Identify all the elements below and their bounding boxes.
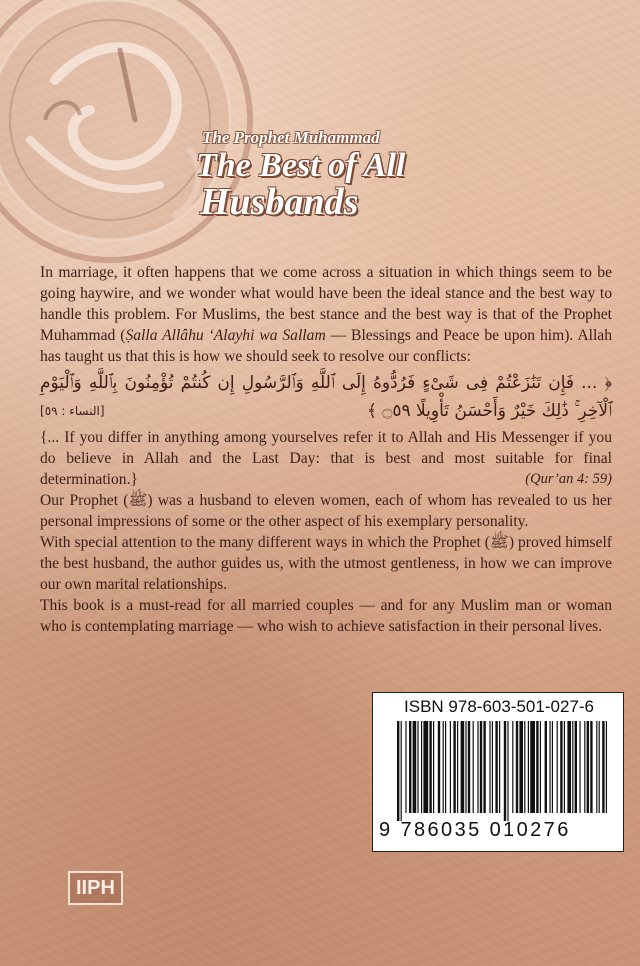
barcode-bar (461, 721, 465, 813)
isbn-barcode-box (372, 692, 624, 852)
barcode-bar (579, 721, 580, 813)
paragraph-intro (40, 262, 612, 367)
barcode-bar (499, 721, 500, 813)
arabic-verse (40, 369, 612, 425)
barcode-bar (524, 721, 525, 813)
barcode-bar (545, 721, 547, 813)
back-cover-blurb (40, 262, 612, 637)
barcode-bar (445, 721, 446, 813)
cover-subtitle: The Prophet Muhammad (202, 128, 380, 147)
barcode-bar (495, 721, 497, 813)
barcode-bar (433, 721, 434, 813)
barcode-bar (417, 721, 418, 813)
arabic-verse-reference: [النساء : ٥٩] (40, 404, 105, 418)
barcode-bar (552, 721, 553, 813)
paragraph-author: With special attention to the many different ways in which the Prophet (ﷺ) proved himself the best husband, the author guides us, with the utmost gentleness, in how we can improve our own marital relationships. (40, 534, 612, 593)
verse-translation-reference: (Qur’an 4: 59) (525, 471, 612, 487)
barcode-bar (557, 721, 558, 813)
publisher-logo: IIPH (68, 871, 123, 905)
barcode-bar (504, 721, 506, 821)
barcode-bar (549, 721, 550, 813)
isbn-label: ISBN 978-603-501-027-6 (404, 697, 594, 716)
barcode-bar (473, 721, 474, 813)
barcode-bar (477, 721, 478, 813)
paragraph-intro-end: — Blessings and Peace be upon him). Allah has taught us that this is how we should seek to resolve our conflicts: (40, 327, 612, 365)
barcode-bar (572, 721, 573, 813)
barcode-bar (423, 721, 428, 813)
barcode-bar (567, 721, 571, 813)
barcode-bar (413, 721, 417, 813)
barcode-bar (564, 721, 565, 813)
barcode-bar (602, 721, 604, 813)
arabic-verse-text: ﴿ ... فَإِن تَنَٰزَعْتُمْ فِى شَىْءٍ فَرُدُّوهُ إِلَى ٱللَّهِ وَٱلرَّسُولِ إِن كُنتُمْ تُؤْمِنُونَ بِٱللَّهِ وَٱلْيَوْمِ ٱلْآخِرِ ۚ ذَٰلِكَ خَيْرٌ وَأَحْسَنُ تَأْوِيلًا ۝٥٩ ﴾ (40, 373, 612, 421)
barcode-bar (468, 721, 470, 813)
barcode-bar (453, 721, 455, 813)
barcode-bar (457, 721, 458, 813)
paragraph-intro-text: In marriage, it often happens that we come across a situation in which things seem to be going haywire, and we wonder what would have been the ideal stance and the best way to handle this problem. For Muslims, the best stance and the best way is that of the Prophet Muhammad ( (40, 264, 612, 344)
barcode-bar (599, 721, 600, 813)
barcode-bar (405, 721, 406, 813)
barcode-bar (483, 721, 485, 813)
barcode-bar (519, 721, 523, 813)
barcode-bar (480, 721, 482, 813)
barcode-bar (587, 721, 589, 813)
cover-title-line1: The Best of All (196, 147, 406, 184)
barcode-bar (409, 721, 411, 813)
barcode-bar (530, 721, 535, 813)
barcode-bar (450, 721, 451, 813)
barcode-bar (590, 721, 592, 813)
barcode-bar (512, 721, 513, 813)
salutation-italic: Ṣalla Allâhu ‘Alayhi wa Sallam (125, 327, 326, 344)
barcode (395, 721, 609, 821)
barcode-bar (438, 721, 440, 813)
barcode-bar (397, 721, 399, 821)
barcode-bar (516, 721, 518, 813)
barcode-bar (443, 721, 444, 813)
barcode-bar (528, 721, 529, 813)
verse-translation-text: {... If you differ in anything among yourselves refer it to Allah and His Messenger if you do believe in Allah and the Last Day: that is best and most suitable for final determination.} (40, 429, 612, 488)
barcode-bar (575, 721, 577, 813)
cover-title-line2: Husbands (200, 181, 359, 223)
barcode-digits: 9 786035 010276 (379, 819, 571, 841)
cover-title-block (196, 128, 456, 223)
paragraph-wives: Our Prophet (ﷺ) was a husband to eleven women, each of whom has revealed to us her personal impressions of some or the other aspect of his exemplary personality. (40, 492, 612, 530)
barcode-bar (507, 721, 508, 821)
barcode-bar (536, 721, 538, 813)
barcode-bar (584, 721, 585, 813)
verse-translation (40, 427, 612, 490)
barcode-bar (492, 721, 493, 813)
barcode-bar (596, 721, 597, 813)
barcode-bar (560, 721, 562, 813)
barcode-bar (606, 721, 607, 813)
barcode-bar (465, 721, 466, 813)
barcode-bar (429, 721, 431, 813)
barcode-bar (489, 721, 490, 813)
barcode-bar (421, 721, 422, 813)
barcode-bar (540, 721, 541, 813)
paragraph-audience: This book is a must-read for all married couples — and for any Muslim man or woman who is contemplating marriage — who wish to achieve satisfaction in their personal lives. (40, 597, 612, 635)
barcode-bar (401, 721, 402, 821)
